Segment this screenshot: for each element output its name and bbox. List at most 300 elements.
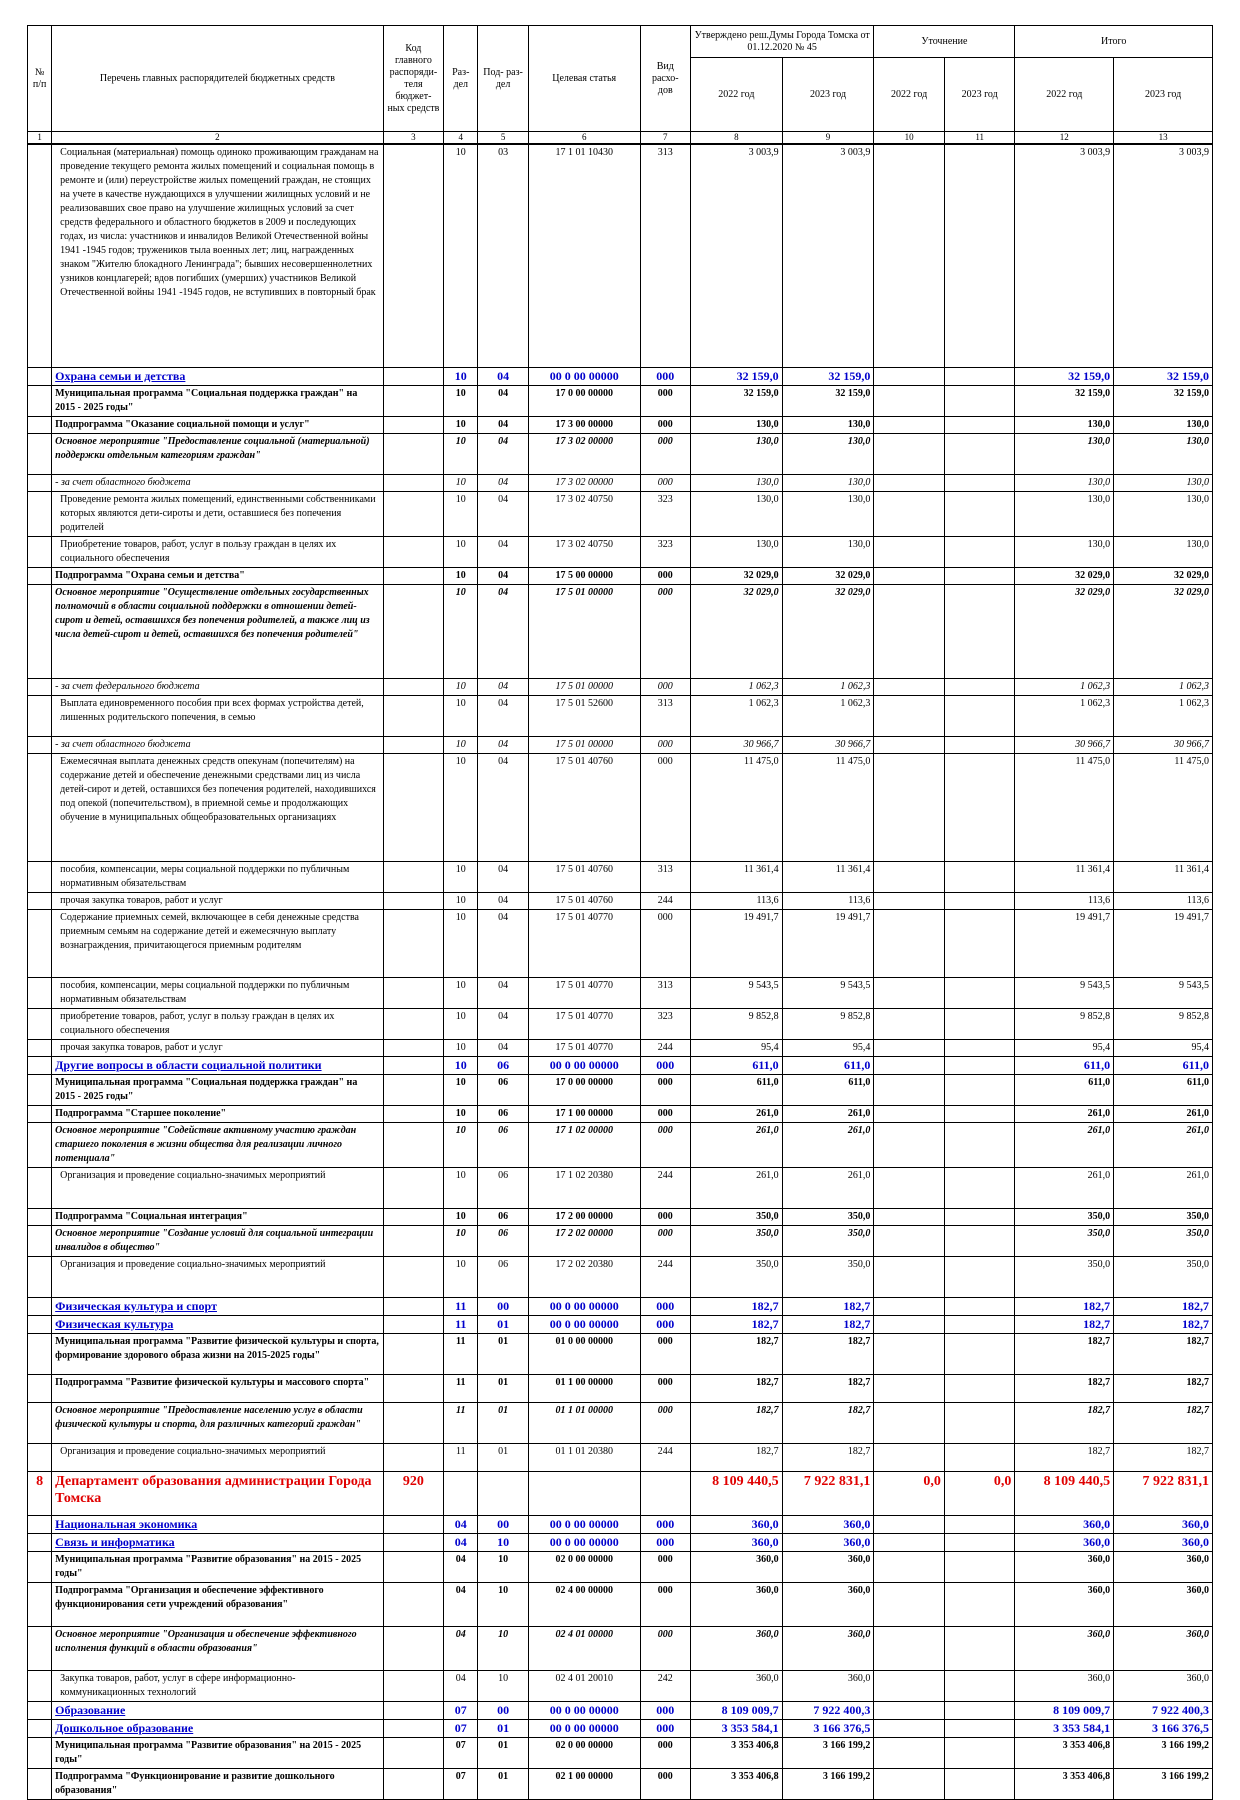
row-approved-2022: 182,7 xyxy=(690,1333,782,1374)
row-total-2023: 261,0 xyxy=(1114,1167,1213,1208)
colnum: 2 xyxy=(52,132,384,145)
row-total-2023: 350,0 xyxy=(1114,1208,1213,1225)
row-name: приобретение товаров, работ, услуг в пользу граждан в целях их социального обеспечения xyxy=(52,1008,384,1039)
row-num xyxy=(28,1374,52,1402)
row-target: 17 5 01 40760 xyxy=(528,753,640,861)
row-clarify-2023 xyxy=(944,1374,1015,1402)
row-clarify-2023 xyxy=(944,1533,1015,1551)
row-clarify-2023 xyxy=(944,1039,1015,1056)
row-approved-2023: 7 922 400,3 xyxy=(782,1701,874,1719)
row-podrazdel: 04 xyxy=(478,491,528,536)
row-razdel: 10 xyxy=(444,1122,478,1167)
row-num xyxy=(28,1333,52,1374)
row-name: Основное мероприятие "Содействие активному участию граждан старшего поколения в жизни общества для реализации личного потенциала" xyxy=(52,1122,384,1167)
row-razdel: 10 xyxy=(444,678,478,695)
row-approved-2023: 130,0 xyxy=(782,416,874,433)
row-razdel: 10 xyxy=(444,584,478,678)
row-code xyxy=(383,144,443,367)
row-razdel: 10 xyxy=(444,491,478,536)
row-target: 17 5 01 52600 xyxy=(528,695,640,736)
row-razdel: 10 xyxy=(444,433,478,474)
row-total-2023: 7 922 831,1 xyxy=(1114,1471,1213,1515)
row-code xyxy=(383,1374,443,1402)
table-row xyxy=(28,1737,1213,1768)
row-razdel xyxy=(444,1471,478,1515)
row-clarify-2023 xyxy=(944,1737,1015,1768)
row-target: 00 0 00 00000 xyxy=(528,1719,640,1737)
row-total-2023: 113,6 xyxy=(1114,892,1213,909)
row-clarify-2023 xyxy=(944,536,1015,567)
row-podrazdel: 06 xyxy=(478,1256,528,1297)
row-clarify-2023 xyxy=(944,1297,1015,1315)
row-clarify-2023 xyxy=(944,385,1015,416)
row-approved-2023: 130,0 xyxy=(782,474,874,491)
header-total-2022: 2022 год xyxy=(1015,58,1114,132)
row-clarify-2022 xyxy=(874,491,945,536)
table-row xyxy=(28,695,1213,736)
row-target: 17 3 02 00000 xyxy=(528,433,640,474)
row-code xyxy=(383,416,443,433)
row-vid: 000 xyxy=(640,385,690,416)
row-clarify-2023 xyxy=(944,1701,1015,1719)
row-name: Подпрограмма "Организация и обеспечение эффективного функционирования сети учреждений образования" xyxy=(52,1582,384,1626)
row-razdel: 11 xyxy=(444,1374,478,1402)
row-clarify-2022 xyxy=(874,1670,945,1701)
row-podrazdel: 04 xyxy=(478,736,528,753)
row-name: Организация и проведение социально-значимых мероприятий xyxy=(52,1443,384,1471)
row-podrazdel: 04 xyxy=(478,584,528,678)
row-clarify-2023 xyxy=(944,1122,1015,1167)
row-razdel: 11 xyxy=(444,1315,478,1333)
row-code xyxy=(383,1297,443,1315)
row-name: Организация и проведение социально-значимых мероприятий xyxy=(52,1167,384,1208)
table-row xyxy=(28,1551,1213,1582)
row-clarify-2023 xyxy=(944,1105,1015,1122)
row-target: 02 4 01 20010 xyxy=(528,1670,640,1701)
row-approved-2023: 360,0 xyxy=(782,1626,874,1670)
row-target: 02 0 00 00000 xyxy=(528,1551,640,1582)
row-num xyxy=(28,1105,52,1122)
row-total-2022: 11 475,0 xyxy=(1015,753,1114,861)
row-target: 00 0 00 00000 xyxy=(528,1056,640,1074)
row-clarify-2022 xyxy=(874,1719,945,1737)
row-podrazdel: 04 xyxy=(478,861,528,892)
row-clarify-2022 xyxy=(874,1039,945,1056)
row-razdel: 04 xyxy=(444,1551,478,1582)
row-num xyxy=(28,753,52,861)
row-total-2023: 30 966,7 xyxy=(1114,736,1213,753)
row-name: Содержание приемных семей, включающее в себя денежные средства приемным семьям на содержание детей и ежемесячную выплату вознаграждения, причитающегося приемным родителям xyxy=(52,909,384,977)
row-total-2023: 360,0 xyxy=(1114,1582,1213,1626)
row-target: 02 0 00 00000 xyxy=(528,1737,640,1768)
row-clarify-2023 xyxy=(944,736,1015,753)
row-vid: 000 xyxy=(640,1056,690,1074)
row-approved-2023: 182,7 xyxy=(782,1315,874,1333)
row-approved-2022: 261,0 xyxy=(690,1167,782,1208)
row-name: прочая закупка товаров, работ и услуг xyxy=(52,1039,384,1056)
row-clarify-2023 xyxy=(944,144,1015,367)
row-vid: 313 xyxy=(640,861,690,892)
row-approved-2023: 360,0 xyxy=(782,1533,874,1551)
row-code xyxy=(383,1122,443,1167)
row-clarify-2022 xyxy=(874,678,945,695)
row-razdel: 10 xyxy=(444,1008,478,1039)
row-name: Основное мероприятие "Создание условий для социальной интеграции инвалидов в общество" xyxy=(52,1225,384,1256)
row-code xyxy=(383,892,443,909)
row-approved-2023: 360,0 xyxy=(782,1670,874,1701)
row-clarify-2023 xyxy=(944,367,1015,385)
row-clarify-2023 xyxy=(944,1074,1015,1105)
row-total-2023: 32 159,0 xyxy=(1114,385,1213,416)
row-approved-2023: 3 003,9 xyxy=(782,144,874,367)
row-vid: 000 xyxy=(640,1402,690,1443)
row-code xyxy=(383,1402,443,1443)
row-clarify-2022 xyxy=(874,1074,945,1105)
row-podrazdel: 06 xyxy=(478,1056,528,1074)
row-clarify-2023 xyxy=(944,1256,1015,1297)
row-target: 17 2 02 00000 xyxy=(528,1225,640,1256)
row-code xyxy=(383,753,443,861)
row-vid: 000 xyxy=(640,1701,690,1719)
row-approved-2022: 130,0 xyxy=(690,474,782,491)
row-target xyxy=(528,1471,640,1515)
row-podrazdel: 04 xyxy=(478,567,528,584)
table-row xyxy=(28,1208,1213,1225)
row-total-2022: 130,0 xyxy=(1015,474,1114,491)
row-razdel: 10 xyxy=(444,1105,478,1122)
row-code xyxy=(383,1225,443,1256)
row-clarify-2022 xyxy=(874,909,945,977)
row-total-2022: 1 062,3 xyxy=(1015,678,1114,695)
row-vid: 323 xyxy=(640,536,690,567)
row-vid: 000 xyxy=(640,678,690,695)
row-total-2023: 9 852,8 xyxy=(1114,1008,1213,1039)
table-row xyxy=(28,1626,1213,1670)
row-total-2023: 360,0 xyxy=(1114,1533,1213,1551)
row-total-2023: 360,0 xyxy=(1114,1626,1213,1670)
row-clarify-2022 xyxy=(874,753,945,861)
row-total-2023: 9 543,5 xyxy=(1114,977,1213,1008)
row-approved-2023: 32 159,0 xyxy=(782,367,874,385)
row-podrazdel: 01 xyxy=(478,1333,528,1374)
row-clarify-2022 xyxy=(874,367,945,385)
row-approved-2022: 3 353 406,8 xyxy=(690,1737,782,1768)
row-approved-2023: 261,0 xyxy=(782,1167,874,1208)
row-name: Основное мероприятие "Организация и обеспечение эффективного исполнения функций в области образования" xyxy=(52,1626,384,1670)
row-vid: 244 xyxy=(640,1256,690,1297)
row-clarify-2022 xyxy=(874,1402,945,1443)
row-code xyxy=(383,1056,443,1074)
row-approved-2023: 1 062,3 xyxy=(782,678,874,695)
row-approved-2023: 11 475,0 xyxy=(782,753,874,861)
row-target: 17 2 02 20380 xyxy=(528,1256,640,1297)
header-code: Код главного распоряди- теля бюджет- ных средств xyxy=(383,26,443,132)
row-clarify-2023 xyxy=(944,1225,1015,1256)
row-name: Подпрограмма "Охрана семьи и детства" xyxy=(52,567,384,584)
row-podrazdel: 00 xyxy=(478,1297,528,1315)
row-approved-2022: 182,7 xyxy=(690,1402,782,1443)
row-podrazdel: 01 xyxy=(478,1315,528,1333)
row-code xyxy=(383,1551,443,1582)
row-name: Подпрограмма "Социальная интеграция" xyxy=(52,1208,384,1225)
row-podrazdel: 10 xyxy=(478,1533,528,1551)
row-total-2022: 9 543,5 xyxy=(1015,977,1114,1008)
row-code xyxy=(383,1626,443,1670)
row-code xyxy=(383,474,443,491)
row-razdel: 11 xyxy=(444,1297,478,1315)
colnum: 8 xyxy=(690,132,782,145)
row-approved-2023: 7 922 831,1 xyxy=(782,1471,874,1515)
header-total: Итого xyxy=(1015,26,1213,58)
row-razdel: 04 xyxy=(444,1533,478,1551)
row-num xyxy=(28,1225,52,1256)
row-vid: 000 xyxy=(640,1737,690,1768)
row-total-2022: 360,0 xyxy=(1015,1515,1114,1533)
row-num xyxy=(28,1167,52,1208)
row-name: Выплата единовременного пособия при всех формах устройства детей, лишенных родительского попечения, в семью xyxy=(52,695,384,736)
row-total-2023: 130,0 xyxy=(1114,474,1213,491)
row-clarify-2022 xyxy=(874,1008,945,1039)
row-approved-2023: 32 159,0 xyxy=(782,385,874,416)
colnum: 6 xyxy=(528,132,640,145)
row-num xyxy=(28,385,52,416)
table-row xyxy=(28,367,1213,385)
row-target: 17 1 00 00000 xyxy=(528,1105,640,1122)
row-total-2023: 182,7 xyxy=(1114,1333,1213,1374)
row-total-2022: 360,0 xyxy=(1015,1626,1114,1670)
row-code xyxy=(383,1701,443,1719)
row-code xyxy=(383,695,443,736)
row-num xyxy=(28,1701,52,1719)
row-num xyxy=(28,892,52,909)
table-row xyxy=(28,1701,1213,1719)
row-razdel: 10 xyxy=(444,385,478,416)
row-approved-2022: 113,6 xyxy=(690,892,782,909)
table-row xyxy=(28,536,1213,567)
row-approved-2023: 261,0 xyxy=(782,1122,874,1167)
row-name: Национальная экономика xyxy=(52,1515,384,1533)
row-vid: 000 xyxy=(640,1122,690,1167)
row-target: 17 5 01 40770 xyxy=(528,909,640,977)
table-row xyxy=(28,861,1213,892)
row-name: Основное мероприятие "Предоставление населению услуг в области физической культуры и спорта, для различных категорий граждан" xyxy=(52,1402,384,1443)
row-target: 17 3 02 00000 xyxy=(528,474,640,491)
row-total-2023: 360,0 xyxy=(1114,1551,1213,1582)
colnum: 10 xyxy=(874,132,945,145)
row-clarify-2022 xyxy=(874,1626,945,1670)
table-row xyxy=(28,584,1213,678)
row-clarify-2023 xyxy=(944,678,1015,695)
row-num xyxy=(28,1515,52,1533)
row-clarify-2022 xyxy=(874,1515,945,1533)
row-name: Закупка товаров, работ, услуг в сфере информационно-коммуникационных технологий xyxy=(52,1670,384,1701)
row-podrazdel: 04 xyxy=(478,536,528,567)
row-approved-2022: 350,0 xyxy=(690,1208,782,1225)
row-approved-2022: 30 966,7 xyxy=(690,736,782,753)
row-vid: 000 xyxy=(640,1315,690,1333)
row-target: 17 3 02 40750 xyxy=(528,536,640,567)
row-code xyxy=(383,385,443,416)
row-total-2023: 360,0 xyxy=(1114,1670,1213,1701)
row-total-2022: 113,6 xyxy=(1015,892,1114,909)
row-approved-2023: 11 361,4 xyxy=(782,861,874,892)
row-clarify-2022 xyxy=(874,1167,945,1208)
row-num xyxy=(28,1008,52,1039)
row-approved-2022: 95,4 xyxy=(690,1039,782,1056)
row-clarify-2022 xyxy=(874,1701,945,1719)
row-total-2022: 360,0 xyxy=(1015,1670,1114,1701)
table-row xyxy=(28,474,1213,491)
row-code xyxy=(383,433,443,474)
row-approved-2022: 8 109 009,7 xyxy=(690,1701,782,1719)
row-clarify-2023 xyxy=(944,567,1015,584)
row-clarify-2023 xyxy=(944,584,1015,678)
row-total-2022: 32 029,0 xyxy=(1015,584,1114,678)
row-podrazdel: 10 xyxy=(478,1551,528,1582)
row-name: - за счет областного бюджета xyxy=(52,736,384,753)
row-name: Департамент образования администрации Города Томска xyxy=(52,1471,384,1515)
row-vid: 323 xyxy=(640,491,690,536)
row-approved-2023: 611,0 xyxy=(782,1056,874,1074)
row-code xyxy=(383,1582,443,1626)
row-clarify-2022 xyxy=(874,1225,945,1256)
row-clarify-2022 xyxy=(874,584,945,678)
row-code xyxy=(383,567,443,584)
column-number-row xyxy=(28,132,1213,145)
row-vid: 000 xyxy=(640,736,690,753)
row-approved-2023: 32 029,0 xyxy=(782,567,874,584)
colnum: 12 xyxy=(1015,132,1114,145)
table-row xyxy=(28,678,1213,695)
row-total-2022: 350,0 xyxy=(1015,1225,1114,1256)
row-total-2022: 32 159,0 xyxy=(1015,385,1114,416)
row-podrazdel: 01 xyxy=(478,1719,528,1737)
row-clarify-2022 xyxy=(874,474,945,491)
row-approved-2022: 182,7 xyxy=(690,1315,782,1333)
row-clarify-2023 xyxy=(944,1768,1015,1799)
row-clarify-2023 xyxy=(944,753,1015,861)
row-code: 920 xyxy=(383,1471,443,1515)
row-clarify-2022 xyxy=(874,1737,945,1768)
row-vid: 000 xyxy=(640,433,690,474)
row-total-2022: 11 361,4 xyxy=(1015,861,1114,892)
row-vid xyxy=(640,1471,690,1515)
row-approved-2023: 3 166 376,5 xyxy=(782,1719,874,1737)
row-name: Ежемесячная выплата денежных средств опекунам (попечителям) на содержание детей и обеспечение денежными средствами лиц из числа детей-сирот и детей, оставшихся без попечения родителей, находившихся под опекой (попечительством), в приемной семье и продолжающих обучение в муниципальных общеобразовательных организациях xyxy=(52,753,384,861)
row-total-2022: 130,0 xyxy=(1015,416,1114,433)
row-name: Основное мероприятие "Осуществление отдельных государственных полномочий в области социальной поддержки в отношении детей-сирот и детей, оставшихся без попечения родителей, а также лиц из числа детей-сирот и детей, оставшихся без попечения родителей" xyxy=(52,584,384,678)
row-total-2022: 30 966,7 xyxy=(1015,736,1114,753)
row-num xyxy=(28,1208,52,1225)
row-num xyxy=(28,1297,52,1315)
row-approved-2023: 350,0 xyxy=(782,1225,874,1256)
budget-table xyxy=(27,25,1213,1800)
table-row xyxy=(28,491,1213,536)
row-approved-2023: 261,0 xyxy=(782,1105,874,1122)
row-name: Подпрограмма "Оказание социальной помощи и услуг" xyxy=(52,416,384,433)
row-clarify-2022 xyxy=(874,144,945,367)
row-razdel: 04 xyxy=(444,1582,478,1626)
row-target: 00 0 00 00000 xyxy=(528,1701,640,1719)
row-approved-2022: 3 353 406,8 xyxy=(690,1768,782,1799)
row-razdel: 10 xyxy=(444,1208,478,1225)
row-total-2022: 32 159,0 xyxy=(1015,367,1114,385)
row-code xyxy=(383,736,443,753)
row-num xyxy=(28,1039,52,1056)
row-clarify-2022 xyxy=(874,1333,945,1374)
row-approved-2022: 1 062,3 xyxy=(690,678,782,695)
row-razdel: 10 xyxy=(444,144,478,367)
row-podrazdel: 06 xyxy=(478,1208,528,1225)
row-vid: 000 xyxy=(640,909,690,977)
row-clarify-2023 xyxy=(944,1670,1015,1701)
row-approved-2023: 130,0 xyxy=(782,491,874,536)
row-clarify-2023 xyxy=(944,1515,1015,1533)
row-clarify-2022 xyxy=(874,1768,945,1799)
row-razdel: 10 xyxy=(444,367,478,385)
row-approved-2023: 3 166 199,2 xyxy=(782,1737,874,1768)
row-podrazdel: 04 xyxy=(478,416,528,433)
header-clarify: Уточнение xyxy=(874,26,1015,58)
row-clarify-2022 xyxy=(874,1315,945,1333)
row-num xyxy=(28,1122,52,1167)
row-approved-2023: 30 966,7 xyxy=(782,736,874,753)
row-approved-2023: 182,7 xyxy=(782,1374,874,1402)
row-num xyxy=(28,144,52,367)
row-code xyxy=(383,977,443,1008)
row-approved-2023: 19 491,7 xyxy=(782,909,874,977)
header-name: Перечень главных распорядителей бюджетных средств xyxy=(52,26,384,132)
header-total-2023: 2023 год xyxy=(1114,58,1213,132)
row-name: Муниципальная программа "Развитие образования" на 2015 - 2025 годы" xyxy=(52,1551,384,1582)
row-vid: 323 xyxy=(640,1008,690,1039)
row-approved-2022: 350,0 xyxy=(690,1225,782,1256)
table-row xyxy=(28,1374,1213,1402)
row-total-2022: 1 062,3 xyxy=(1015,695,1114,736)
header-podrazdel: Под- раз- дел xyxy=(478,26,528,132)
row-total-2023: 32 029,0 xyxy=(1114,567,1213,584)
row-approved-2023: 360,0 xyxy=(782,1515,874,1533)
row-total-2022: 32 029,0 xyxy=(1015,567,1114,584)
row-podrazdel: 03 xyxy=(478,144,528,367)
row-total-2022: 182,7 xyxy=(1015,1297,1114,1315)
row-podrazdel: 04 xyxy=(478,385,528,416)
row-num xyxy=(28,1056,52,1074)
row-name: Подпрограмма "Старшее поколение" xyxy=(52,1105,384,1122)
table-row xyxy=(28,433,1213,474)
row-razdel: 11 xyxy=(444,1402,478,1443)
row-vid: 000 xyxy=(640,367,690,385)
row-razdel: 11 xyxy=(444,1443,478,1471)
header-approved: Утверждено реш.Думы Города Томска от 01.12.2020 № 45 xyxy=(690,26,873,58)
row-name: - за счет областного бюджета xyxy=(52,474,384,491)
row-num xyxy=(28,1551,52,1582)
row-razdel: 10 xyxy=(444,736,478,753)
row-code xyxy=(383,1105,443,1122)
row-clarify-2023 xyxy=(944,892,1015,909)
table-row xyxy=(28,909,1213,977)
row-approved-2022: 32 029,0 xyxy=(690,567,782,584)
row-code xyxy=(383,1768,443,1799)
row-podrazdel xyxy=(478,1471,528,1515)
row-target: 17 5 01 40760 xyxy=(528,861,640,892)
table-row xyxy=(28,1768,1213,1799)
row-clarify-2023 xyxy=(944,1551,1015,1582)
row-num xyxy=(28,1402,52,1443)
colnum: 7 xyxy=(640,132,690,145)
row-vid: 000 xyxy=(640,1626,690,1670)
row-num xyxy=(28,695,52,736)
